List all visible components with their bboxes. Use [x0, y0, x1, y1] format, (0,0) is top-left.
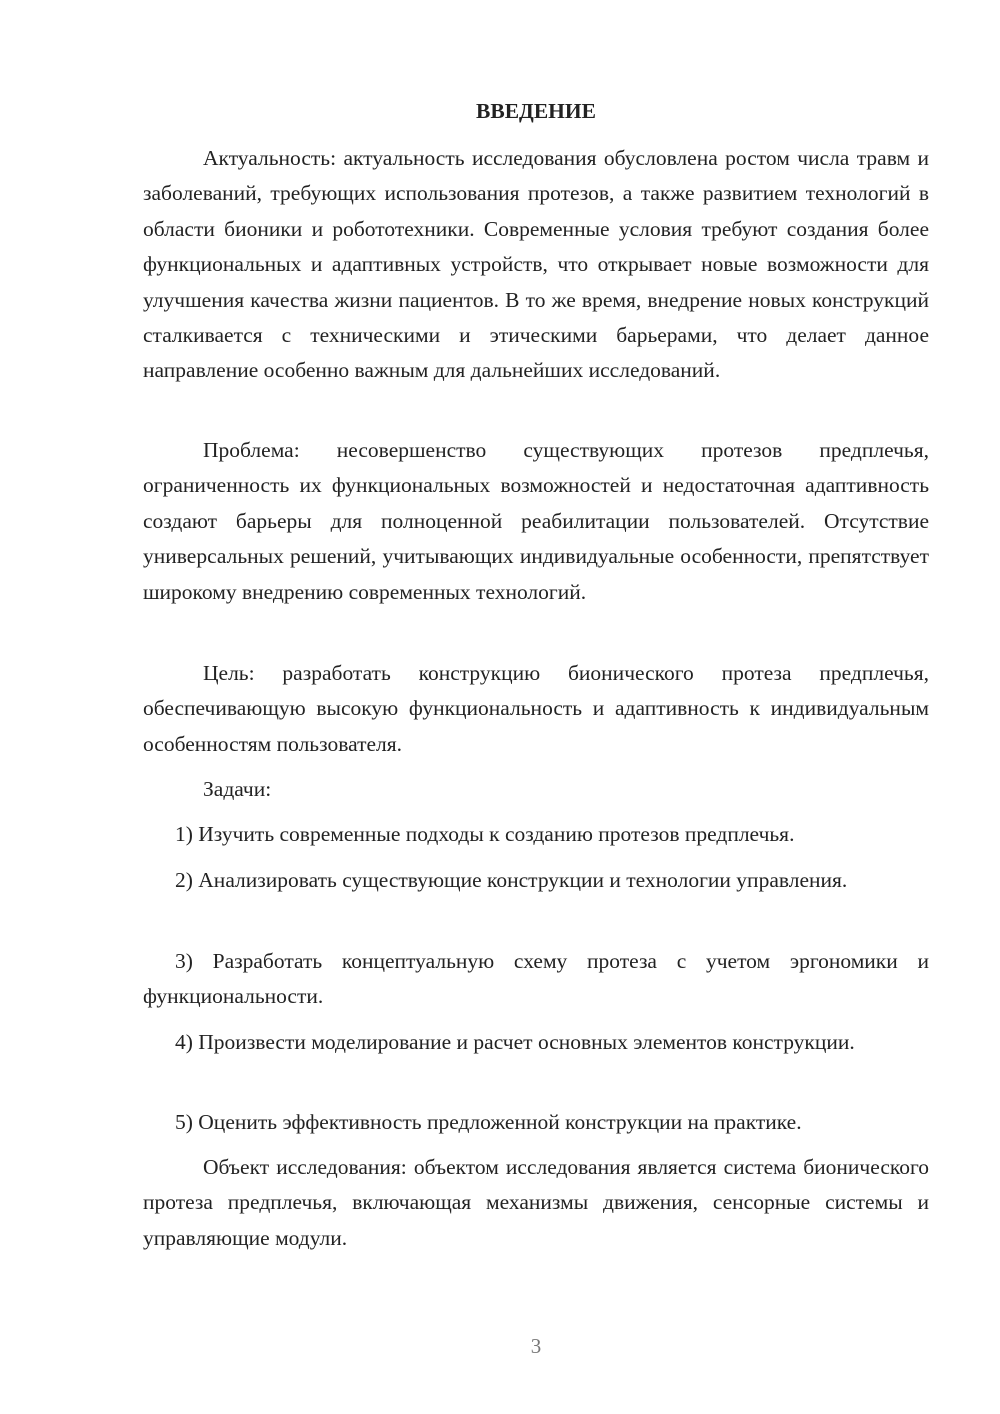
- task-item-3: 3) Разработать концептуальную схему протеза с учетом эргономики и функциональности.: [143, 949, 929, 1009]
- goal-paragraph: Цель: разработать конструкцию бионического протеза предплечья, обеспечивающую высокую функциональность и адаптивность к индивидуальным особенностям пользователя.: [143, 661, 929, 756]
- relevance-paragraph: Актуальность: актуальность исследования обусловлена ростом числа травм и заболеваний, требующих использования протезов, а также развитием технологий в области бионики и робототехники. Современные условия требуют создания более функциональных и адаптивных устройств, что открывает новые возможности для улучшения качества жизни пациентов. В то же время, внедрение новых конструкций сталкивается с техническими и этическими барьерами, что делает данное направление особенно важным для дальнейших исследований.: [143, 146, 929, 383]
- task-item-5: 5) Оценить эффективность предложенной конструкции на практике.: [175, 1110, 802, 1134]
- problem-paragraph: Проблема: несовершенство существующих протезов предплечья, ограниченность их функциональных возможностей и недостаточная адаптивность создают барьеры для полноценной реабилитации пользователей. Отсутствие универсальных решений, учитывающих индивидуальные особенности, препятствует широкому внедрению современных технологий.: [143, 438, 929, 604]
- section-heading: ВВЕДЕНИЕ: [476, 99, 596, 123]
- task-item-4: 4) Произвести моделирование и расчет основных элементов конструкции.: [175, 1030, 855, 1054]
- tasks-label: Задачи:: [203, 777, 272, 801]
- object-paragraph: Объект исследования: объектом исследования является система бионического протеза предплечья, включающая механизмы движения, сенсорные системы и управляющие модули.: [143, 1155, 929, 1250]
- task-item-1: 1) Изучить современные подходы к созданию протезов предплечья.: [175, 822, 795, 846]
- page-number: 3: [530, 1334, 542, 1358]
- task-item-2: 2) Анализировать существующие конструкции и технологии управления.: [175, 868, 848, 892]
